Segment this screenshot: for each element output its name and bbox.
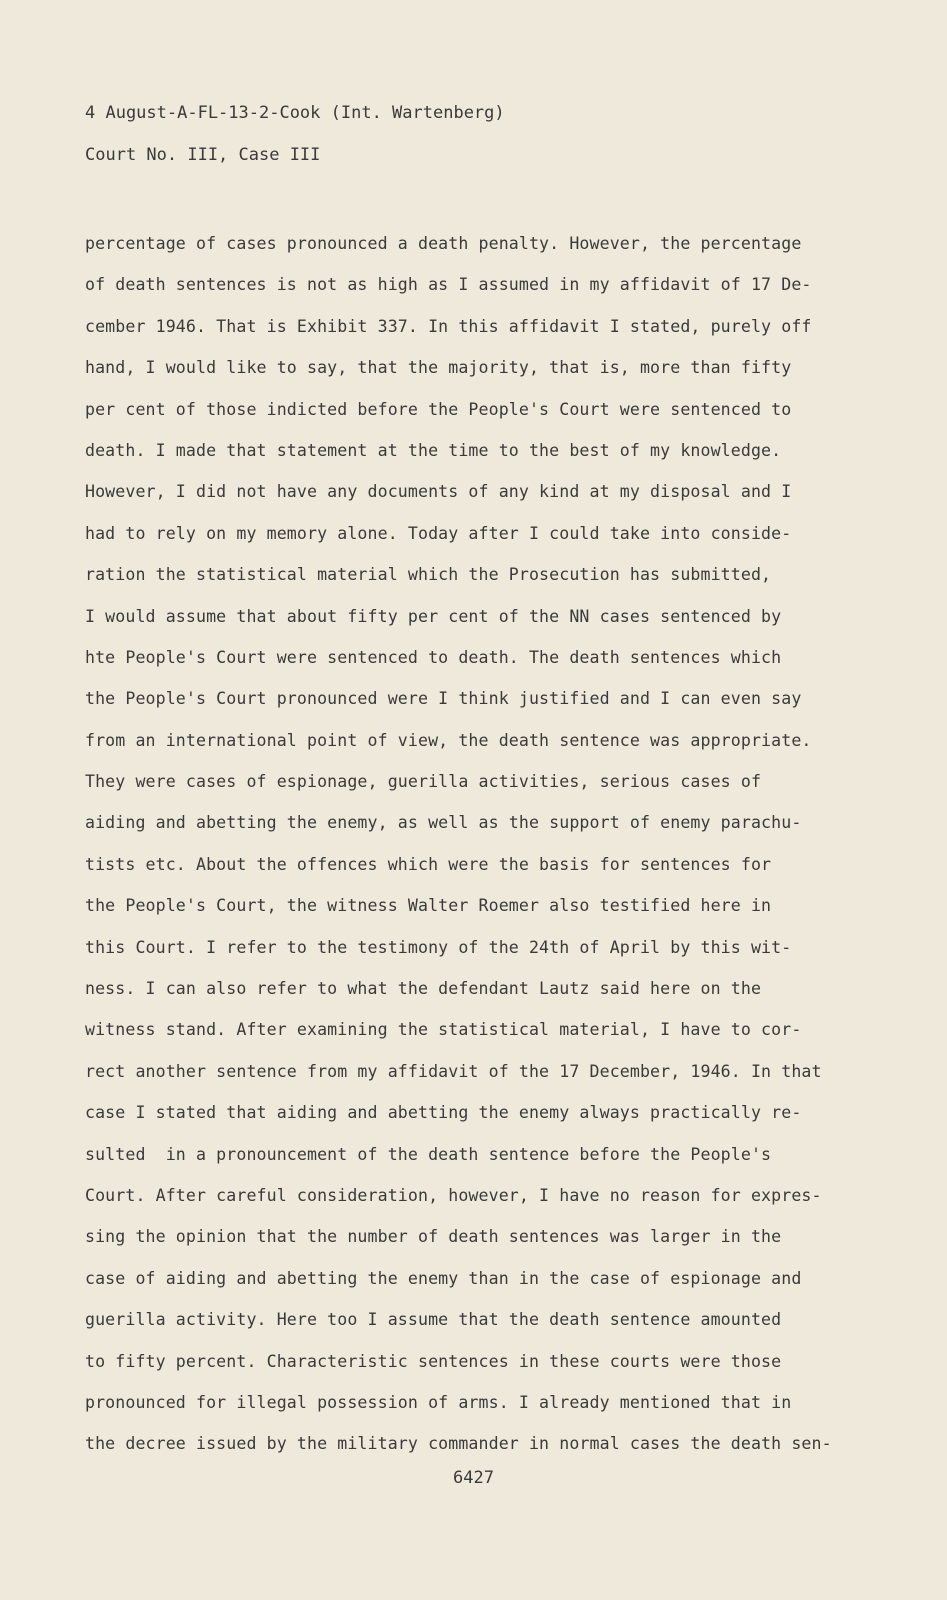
document-header — [85, 103, 505, 187]
text-line: case I stated that aiding and abetting the enemy always practically re- — [85, 1103, 802, 1123]
text-line: guerilla activity. Here too I assume that the death sentence amounted — [85, 1310, 782, 1330]
text-line: to fifty percent. Characteristic sentences in these courts were those — [85, 1351, 782, 1371]
text-line: hte People's Court were sentenced to death. The death sentences which — [85, 647, 782, 667]
text-line: tists etc. About the offences which were the basis for sentences for — [85, 854, 772, 874]
text-line: Court. After careful consideration, however, I have no reason for expres- — [85, 1185, 822, 1205]
text-line: case of aiding and abetting the enemy than in the case of espionage and — [85, 1268, 802, 1288]
text-line: hand, I would like to say, that the majority, that is, more than fifty — [85, 358, 792, 378]
text-line: I would assume that about fifty per cent of the NN cases sentenced by — [85, 606, 782, 626]
text-line: the People's Court pronounced were I think justified and I can even say — [85, 689, 802, 709]
text-line: the decree issued by the military commander in normal cases the death sen- — [85, 1434, 832, 1454]
text-line: They were cases of espionage, guerilla activities, serious cases of — [85, 772, 762, 792]
text-line: from an international point of view, the death sentence was appropriate. — [85, 730, 812, 750]
text-line: of death sentences is not as high as I assumed in my affidavit of 17 De- — [85, 275, 812, 295]
text-line: witness stand. After examining the statistical material, I have to cor- — [85, 1020, 802, 1040]
header-court-line: Court No. III, Case III — [85, 145, 321, 165]
text-line: However, I did not have any documents of any kind at my disposal and I — [85, 482, 792, 502]
text-line: sing the opinion that the number of death sentences was larger in the — [85, 1227, 782, 1247]
text-line: death. I made that statement at the time to the best of my knowledge. — [85, 440, 782, 460]
header-session-line: 4 August-A-FL-13-2-Cook (Int. Wartenberg) — [85, 103, 505, 123]
text-line: percentage of cases pronounced a death penalty. However, the percentage — [85, 234, 802, 253]
text-line: per cent of those indicted before the People's Court were sentenced to — [85, 399, 792, 419]
text-line: had to rely on my memory alone. Today after I could take into conside- — [85, 523, 792, 543]
text-line: the People's Court, the witness Walter Roemer also testified here in — [85, 896, 772, 916]
text-line: sulted in a pronouncement of the death sentence before the People's — [85, 1144, 772, 1164]
text-line: this Court. I refer to the testimony of the 24th of April by this wit- — [85, 937, 792, 957]
text-line: ness. I can also refer to what the defendant Lautz said here on the — [85, 979, 762, 999]
text-line: aiding and abetting the enemy, as well as the support of enemy parachu- — [85, 813, 802, 833]
text-line: pronounced for illegal possession of arms. I already mentioned that in — [85, 1392, 792, 1412]
text-line: ration the statistical material which the Prosecution has submitted, — [85, 565, 772, 585]
text-line: cember 1946. That is Exhibit 337. In this affidavit I stated, purely off — [85, 316, 812, 336]
text-line: rect another sentence from my affidavit of the 17 December, 1946. In that — [85, 1061, 822, 1081]
page-number: 6427 — [453, 1468, 494, 1488]
transcript-body — [85, 223, 845, 1465]
